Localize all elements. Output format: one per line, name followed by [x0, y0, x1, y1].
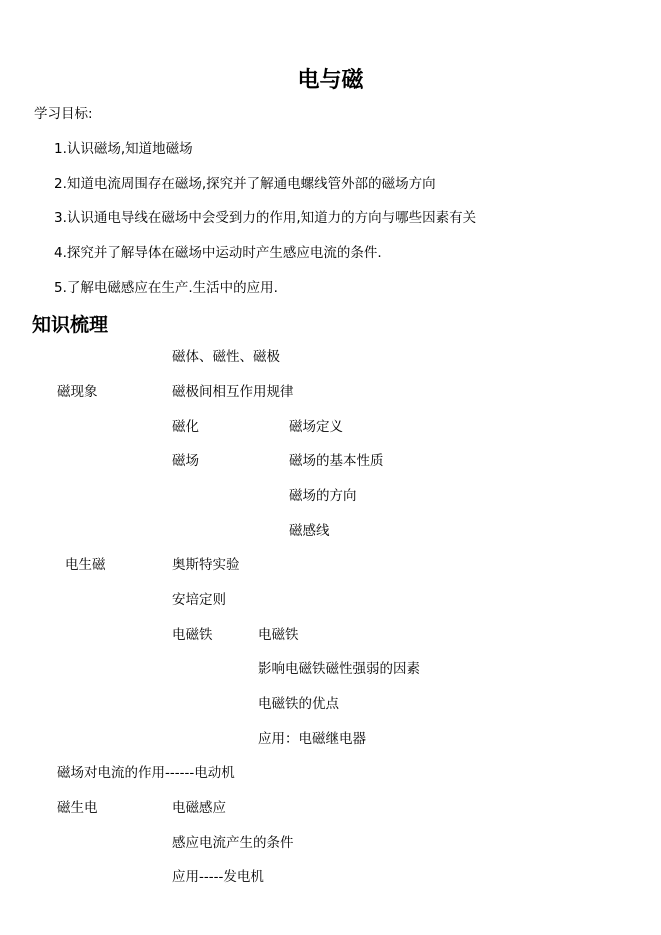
outline-category-label: 磁现象 — [57, 384, 98, 400]
outline-item: 磁极间相互作用规律 — [172, 384, 294, 400]
outline-category-label: 电生磁 — [65, 557, 106, 573]
outline-subitem: 磁场定义 — [289, 419, 343, 435]
objective-item: 2.知道电流周围存在磁场,探究并了解通电螺线管外部的磁场方向 — [54, 176, 436, 192]
outline-item: 电磁铁 — [172, 627, 213, 643]
outline-item: 感应电流产生的条件 — [172, 835, 294, 851]
outline-subitem: 电磁铁的优点 — [258, 696, 339, 712]
objective-item: 3.认识通电导线在磁场中会受到力的作用,知道力的方向与哪些因素有关 — [54, 210, 477, 226]
outline-subitem: 磁感线 — [289, 523, 330, 539]
outline-item: 应用-----发电机 — [172, 869, 264, 885]
outline-item: 磁化 — [172, 419, 199, 435]
page-title: 电与磁 — [297, 68, 364, 93]
objectives-label: 学习目标: — [34, 106, 93, 122]
section-heading: 知识梳理 — [32, 314, 109, 336]
objective-item: 4.探究并了解导体在磁场中运动时产生感应电流的条件. — [54, 245, 382, 261]
outline-item: 安培定则 — [172, 592, 226, 608]
objective-item: 1.认识磁场,知道地磁场 — [54, 141, 193, 157]
outline-subitem: 电磁铁 — [258, 627, 299, 643]
outline-subitem: 磁场的基本性质 — [289, 453, 384, 469]
outline-category-label: 磁场对电流的作用------电动机 — [57, 765, 235, 781]
outline-item: 奥斯特实验 — [172, 557, 240, 573]
outline-item: 磁场 — [172, 453, 199, 469]
outline-item: 磁体、磁性、磁极 — [172, 349, 280, 365]
outline-subitem: 应用：电磁继电器 — [258, 731, 366, 747]
outline-subitem: 磁场的方向 — [289, 488, 357, 504]
outline-category-label: 磁生电 — [57, 800, 98, 816]
objective-item: 5.了解电磁感应在生产.生活中的应用. — [54, 280, 278, 296]
outline-subitem: 影响电磁铁磁性强弱的因素 — [258, 661, 420, 677]
outline-item: 电磁感应 — [172, 800, 226, 816]
